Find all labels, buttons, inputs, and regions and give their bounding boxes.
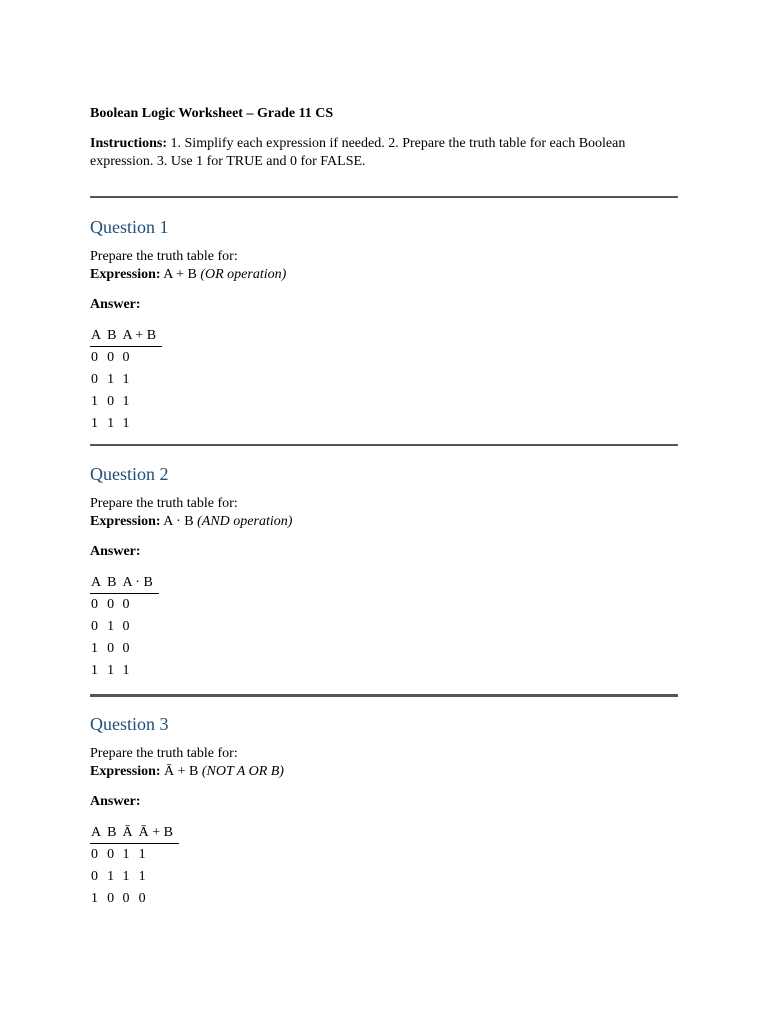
table-row xyxy=(90,391,162,413)
column-header: A · B xyxy=(122,573,158,594)
expression-note: (AND operation) xyxy=(197,514,293,529)
column-header: B xyxy=(107,823,122,844)
table-cell: 1 xyxy=(122,847,130,862)
question-1 xyxy=(90,198,678,435)
question-heading: Question 2 xyxy=(90,464,169,484)
worksheet-title: Boolean Logic Worksheet – Grade 11 CS xyxy=(90,106,334,121)
table-row xyxy=(90,413,162,435)
instructions-text: 1. Simplify each expression if needed. 2. Prepare the truth table for each Boolean expression. 3. Use 1 for TRUE and 0 for FALSE. xyxy=(90,136,626,169)
table-cell: 0 xyxy=(91,597,98,612)
table-cell: 0 xyxy=(91,869,98,884)
expression-note: (NOT A OR B) xyxy=(201,764,284,779)
truth-table xyxy=(90,573,159,682)
table-cell: 0 xyxy=(122,597,130,612)
table-header-row xyxy=(90,573,159,594)
answer-label: Answer: xyxy=(90,297,141,312)
table-cell: 1 xyxy=(91,663,98,678)
table-row xyxy=(90,638,159,660)
column-header: B xyxy=(107,573,122,594)
table-cell: 1 xyxy=(122,394,130,409)
truth-table xyxy=(90,823,179,910)
table-row xyxy=(90,594,159,617)
expression-note: (OR operation) xyxy=(200,267,287,282)
table-cell: 0 xyxy=(107,641,115,656)
question-2 xyxy=(90,446,678,682)
column-header: A xyxy=(90,823,107,844)
question-expression xyxy=(90,513,678,531)
column-header: A xyxy=(90,573,107,594)
table-cell: 0 xyxy=(91,372,98,387)
instructions xyxy=(90,135,678,171)
table-cell: 1 xyxy=(91,641,98,656)
table-cell: 1 xyxy=(107,869,115,884)
table-cell: 1 xyxy=(107,416,115,431)
expression-text: Ā + B xyxy=(160,764,202,779)
table-cell: 1 xyxy=(91,416,98,431)
table-cell: 0 xyxy=(107,394,115,409)
expression-text: A · B xyxy=(160,514,198,529)
table-cell: 0 xyxy=(107,847,115,862)
question-3 xyxy=(90,697,678,910)
table-cell: 1 xyxy=(122,416,130,431)
table-cell: 1 xyxy=(107,663,115,678)
column-header: Ā + B xyxy=(139,823,179,844)
table-cell: 1 xyxy=(122,869,130,884)
answer-label: Answer: xyxy=(90,794,141,809)
column-header: B xyxy=(107,326,122,347)
table-row xyxy=(90,347,162,370)
expression-label: Expression: xyxy=(90,764,161,779)
table-cell: 0 xyxy=(122,350,130,365)
truth-table xyxy=(90,326,162,435)
table-header-row xyxy=(90,326,162,347)
table-cell: 1 xyxy=(91,891,98,906)
table-cell: 0 xyxy=(122,891,130,906)
answer-label: Answer: xyxy=(90,544,141,559)
table-cell: 0 xyxy=(107,891,115,906)
question-heading: Question 1 xyxy=(90,217,169,237)
table-row xyxy=(90,616,159,638)
table-cell: 0 xyxy=(91,847,98,862)
table-cell: 1 xyxy=(138,847,146,862)
table-cell: 1 xyxy=(122,372,130,387)
worksheet-page xyxy=(90,104,678,910)
question-prompt: Prepare the truth table for: xyxy=(90,496,238,511)
table-cell: 1 xyxy=(91,394,98,409)
table-header-row xyxy=(90,823,179,844)
instructions-label: Instructions: xyxy=(90,136,168,151)
table-row xyxy=(90,660,159,682)
table-cell: 1 xyxy=(107,372,115,387)
expression-text: A + B xyxy=(160,267,201,282)
column-header: A + B xyxy=(122,326,162,347)
table-cell: 0 xyxy=(107,350,115,365)
expression-label: Expression: xyxy=(90,267,161,282)
question-prompt: Prepare the truth table for: xyxy=(90,249,238,264)
question-heading: Question 3 xyxy=(90,714,169,734)
table-cell: 1 xyxy=(122,663,130,678)
table-row xyxy=(90,888,179,910)
table-cell: 0 xyxy=(91,350,98,365)
table-cell: 1 xyxy=(138,869,146,884)
expression-label: Expression: xyxy=(90,514,161,529)
question-expression xyxy=(90,763,678,781)
question-expression xyxy=(90,266,678,284)
column-header: A xyxy=(90,326,107,347)
table-cell: 0 xyxy=(122,641,130,656)
column-header: Ā xyxy=(122,823,138,844)
table-row xyxy=(90,369,162,391)
question-prompt: Prepare the truth table for: xyxy=(90,746,238,761)
table-row xyxy=(90,866,179,888)
table-cell: 0 xyxy=(138,891,146,906)
table-cell: 0 xyxy=(122,619,130,634)
table-cell: 0 xyxy=(91,619,98,634)
table-row xyxy=(90,844,179,867)
table-cell: 1 xyxy=(107,619,115,634)
table-cell: 0 xyxy=(107,597,115,612)
